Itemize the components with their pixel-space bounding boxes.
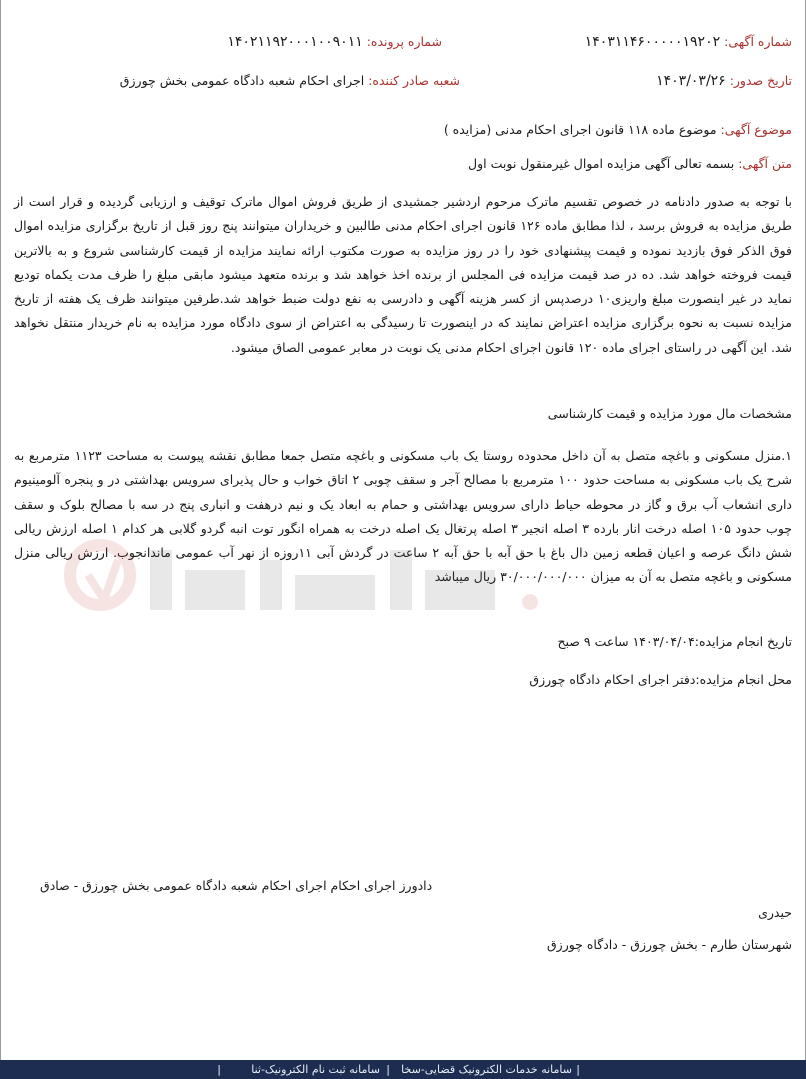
auction-place: محل انجام مزایده:دفتر اجرای احکام دادگاه چورزق xyxy=(529,672,792,687)
property-heading: مشخصات مال مورد مزایده و قیمت کارشناسی xyxy=(547,406,792,421)
footer-link-sana[interactable]: سامانه ثبت نام الکترونیک-ثنا xyxy=(251,1063,380,1076)
footer-separator-left: | xyxy=(217,1063,221,1076)
case-number-label: شماره پرونده: xyxy=(366,34,442,49)
ad-number-field xyxy=(585,34,792,50)
text-label: متن آگهی: xyxy=(738,156,792,171)
subject-value: موضوع ماده ۱۱۸ قانون اجرای احکام مدنی (مزایده ) xyxy=(443,122,717,137)
signature-line-3: شهرستان طارم - بخش چورزق - دادگاه چورزق xyxy=(546,937,792,952)
ad-number-label: شماره آگهی: xyxy=(724,34,792,49)
issuing-branch-field xyxy=(120,73,460,88)
property-paragraph: ۱.منزل مسکونی و باغچه متصل به آن داخل محدوده روستا یک باب مسکونی و باغچه متصل جمعا مطابق نقشه پیوست به مساحت ۱۱۲۳ مترمربع به شرح یک باب مسکونی به مساحت حدود ۱۰۰ مترمربع با مصالح آجر و سقف چوبی ۲ اتاق خواب و حال پذیرای سرویس بهداشتی در و پنجره آلومینیوم داری انشعاب آب برق و گاز در محوطه حیاط دارای سرویس بهداشتی و حمام به ابعاد یک و نیم درهفت و انباری پنج در سه با مصالح بلوک و سقف چوب حدود ۱۰۵ اصله درخت انار بارده ۳ اصله انجیر ۳ اصله پرتغال یک اصله درخت به همراه انگور توت انبه گردو گلابی هر کدام ۱ اصله ارزش ریالی شش دانگ عرصه و اعیان قطعه زمین دال باغ با حق آبه با حق آبه ۲ ساعت در گردش آبی ۱۱روزه از نهر آب عمومی ماندانجوب. ارزش ریالی منزل مسکونی و باغچه متصل به آن به میزان ۳۰/۰۰۰/۰۰۰/۰۰۰ ریال میباشد xyxy=(14,448,793,585)
footer-link-sakha[interactable]: سامانه خدمات الکترونیک قضایی-سخا xyxy=(401,1063,572,1076)
case-number-field xyxy=(227,34,442,50)
issue-date-value: ۱۴۰۳/۰۳/۲۶ xyxy=(656,73,726,89)
footer-bar xyxy=(0,1060,806,1079)
case-number-value: ۱۴۰۲۱۱۹۲۰۰۰۱۰۰۹۰۱۱ xyxy=(227,34,363,50)
subject-label: موضوع آگهی: xyxy=(720,122,792,137)
text-title: بسمه تعالی آگهی مزایده اموال غیرمنقول نوبت اول xyxy=(468,156,735,171)
issue-date-label: تاریخ صدور: xyxy=(729,73,792,88)
issuing-branch-value: اجرای احکام شعبه دادگاه عمومی بخش چورزق xyxy=(119,73,365,88)
footer-separator-right: | xyxy=(576,1063,580,1076)
subject-line xyxy=(444,122,792,137)
text-intro-line xyxy=(468,156,792,171)
issuing-branch-label: شعبه صادر کننده: xyxy=(368,73,460,88)
body-paragraph: با توجه به صدور دادنامه در خصوص تقسیم ماترک مرحوم اردشیر جمشیدی از طریق فروش اموال ماترک توقیف و ارزیابی گردیده و قرار است از طریق مزایده به فروش برسد ، لذا مطابق ماده ۱۲۶ قانون اجرای احکام مدنی طالبین و خریداران میتوانند پنج روز قبل از تاریخ برگزاری مزایده اموال فوق الذکر فوق بازدید نموده و قیمت پیشنهادی خود را در روز مزایده به صورت مکتوب ارائه نمایند مزایده از قیمت کارشناسی شروع و به بالاترین قیمت فروخته خواهد شد. ده در صد قیمت مزایده فی المجلس از برنده اخذ خواهد شد و برنده متعهد میشود مابقی مبلغ را ظرف مدت یکماه تودیع نماید در غیر اینصورت مبلغ واریزی۱۰ درصدپس از کسر هزینه آگهی و دادرسی به نفع دولت ضبط خواهد شد.طرفین میتوانند ظرف یک هفته از تاریخ مزایده نسبت به نحوه برگزاری مزایده اعتراض نمایند که در اینصورت تا رسیدگی به اعتراض از سوی دادگاه مورد مزایده به نام خریدار منتقل نخواهد شد. این آگهی در راستای اجرای ماده ۱۲۰ قانون اجرای احکام مدنی یک نوبت در معابر عمومی الصاق میشود. xyxy=(14,194,792,355)
issue-date-field xyxy=(656,73,792,89)
auction-date: تاریخ انجام مزایده:۱۴۰۳/۰۴/۰۴ ساعت ۹ صبح xyxy=(557,634,792,649)
left-border xyxy=(0,0,1,1060)
signature-line-1: دادورز اجرای احکام اجرای احکام شعبه دادگاه عمومی بخش چورزق - صادق xyxy=(40,878,433,893)
ad-number-value: ۱۴۰۳۱۱۴۶۰۰۰۰۰۱۹۲۰۲ xyxy=(584,34,721,50)
footer-separator-middle: | xyxy=(386,1063,390,1076)
signature-line-2: حیدری xyxy=(758,905,792,920)
